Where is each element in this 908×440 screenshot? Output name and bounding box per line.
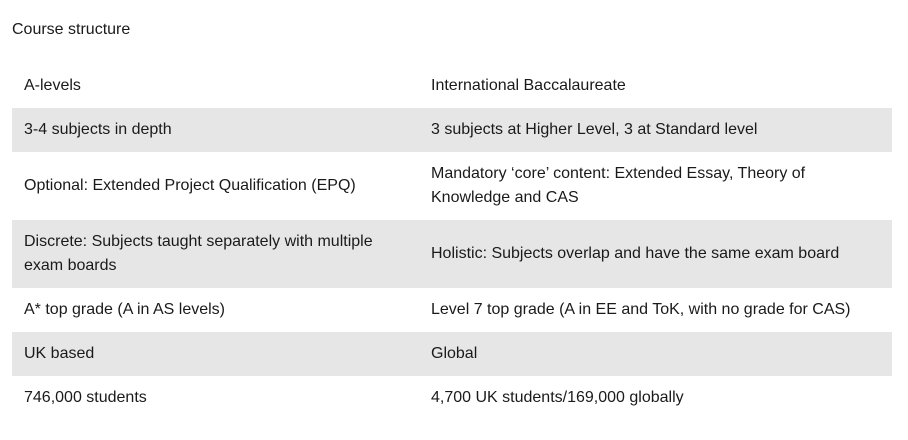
table-cell-ib: 3 subjects at Higher Level, 3 at Standard level — [419, 108, 892, 152]
table-cell-a-levels: Discrete: Subjects taught separately with multiple exam boards — [12, 220, 419, 288]
table-cell-a-levels: 746,000 students — [24, 389, 147, 406]
table-row — [12, 332, 892, 376]
table-row — [12, 376, 892, 420]
table-row — [12, 64, 892, 108]
table-cell-ib: Global — [419, 332, 892, 376]
table-row — [12, 288, 892, 332]
table-cell-a-levels: A* top grade (A in AS levels) — [24, 301, 225, 318]
table-row — [12, 108, 892, 152]
comparison-table — [12, 64, 892, 420]
table-row — [12, 152, 892, 220]
table-cell-ib: International Baccalaureate — [431, 77, 626, 94]
table-cell-a-levels: UK based — [12, 332, 419, 376]
table-cell-a-levels: 3-4 subjects in depth — [12, 108, 419, 152]
table-row — [12, 220, 892, 288]
table-cell-ib: Level 7 top grade (A in EE and ToK, with no grade for CAS) — [431, 301, 851, 318]
section-heading: Course structure — [12, 21, 131, 38]
table-cell-a-levels: Optional: Extended Project Qualification (EPQ) — [24, 177, 356, 194]
table-cell-ib: Mandatory ‘core’ content: Extended Essay, Theory of Knowledge and CAS — [431, 165, 806, 206]
table-cell-ib: 4,700 UK students/169,000 globally — [431, 389, 684, 406]
table-cell-a-levels: A-levels — [24, 77, 81, 94]
table-cell-ib: Holistic: Subjects overlap and have the same exam board — [419, 220, 892, 288]
